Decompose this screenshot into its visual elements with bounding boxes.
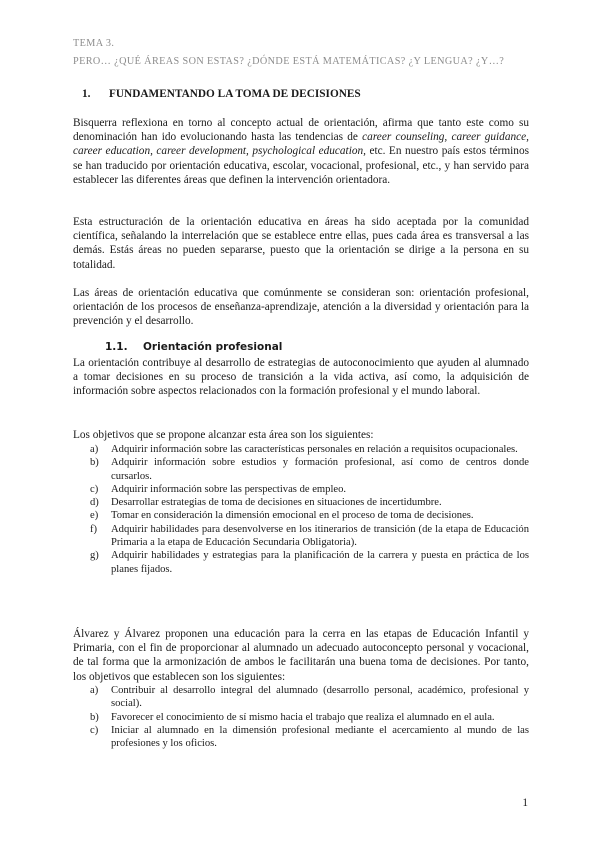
list-item-label: e) <box>90 510 99 522</box>
list-item-text: Contribuir al desarrollo integral del alumnado (desarrollo personal, académico, profesional y social). <box>111 685 529 710</box>
list-item-label: c) <box>90 724 99 736</box>
list-item-text: Tomar en consideración la dimensión emocional en el proceso de toma de decisiones. <box>111 510 474 522</box>
header-subtitle: PERO… ¿QUÉ ÁREAS SON ESTAS? ¿DÓNDE ESTÁ MATEMÁTICAS? ¿Y LENGUA? ¿Y…? <box>73 56 505 67</box>
list-item <box>73 724 529 751</box>
list-item-text: Favorecer el conocimiento de sí mismo hacia el trabajo que realiza el alumnado en el aula. <box>111 711 495 723</box>
list-item-text: Adquirir información sobre estudios y formación profesional, así como de centros donde cursarlos. <box>111 457 529 482</box>
list-item <box>73 523 529 550</box>
list-item-text: Adquirir información sobre las perspectivas de empleo. <box>111 483 347 495</box>
list-item <box>73 711 529 724</box>
list-item <box>73 483 529 496</box>
list-item-text: Adquirir habilidades y estrategias para la planificación de la carrera y puesta en práctica de los planes fijados. <box>111 550 529 575</box>
list-item <box>73 443 529 456</box>
objectives-list <box>73 443 529 576</box>
list-item-label: c) <box>90 483 99 495</box>
paragraph-alvarez: Álvarez y Álvarez proponen una educación para la cerra en las etapas de Educación Infantil y Primaria, con el fin de proporcionar al alumnado un adecuado autoconcepto personal y vocacional, de tal forma que la armonización de ambos le facilitarán una buena toma de decisiones. Por tanto, los objetivos que establecen son los siguientes: <box>73 628 529 683</box>
list-item <box>73 684 529 711</box>
list-item-text: Adquirir habilidades para desenvolverse en los itinerarios de transición (de la etapa de Educación Primaria a la etapa de Educación Secundaria Obligatoria). <box>111 523 529 549</box>
page-number: 1 <box>522 797 528 809</box>
list-item-label: a) <box>90 685 99 696</box>
list-item-text: Adquirir información sobre las características personales en relación a requisitos ocupacionales. <box>111 444 518 455</box>
subsection-heading <box>105 341 282 353</box>
section-title: FUNDAMENTANDO LA TOMA DE DECISIONES <box>109 88 361 100</box>
subsection-number: 1.1. <box>105 341 128 353</box>
list-item-text: Iniciar al alumnado en la dimensión profesional mediante el acercamiento al mundo de las profesiones y los oficios. <box>111 724 529 750</box>
paragraph-orientation: La orientación contribuye al desarrollo de estrategias de autoconocimiento que ayuden al alumnado a tomar decisiones en su proceso de transición a la vida activa, así como, la adquisición de información sobre aspectos relacionados con la formación profesional y el mundo laboral. <box>73 357 529 398</box>
paragraph-structure: Esta estructuración de la orientación educativa en áreas ha sido aceptada por la comunidad científica, señalando la interrelación que se establece entre ellas, pues cada área es transversal a las demás. Estás áreas no pueden separarse, puesto que la orientación se dirige a la persona en su totalidad. <box>73 216 529 271</box>
paragraph-objectives-intro: Los objetivos que se propone alcanzar esta área son los siguientes: <box>73 429 374 441</box>
paragraph-intro-italic: career counseling, career guidance, career education, career development, psychological education, <box>73 131 529 158</box>
list-item-label: f) <box>90 523 98 535</box>
list-item-label: d) <box>90 497 99 509</box>
list-item-label: g) <box>90 550 99 562</box>
list-item-label: a) <box>90 444 99 455</box>
list-item <box>73 496 529 509</box>
header-tema: TEMA 3. <box>73 38 115 49</box>
list-item-text: Desarrollar estrategias de toma de decisiones en situaciones de incertidumbre. <box>111 497 442 509</box>
subsection-title: Orientación profesional <box>143 341 283 353</box>
list-item-label: b) <box>90 711 99 723</box>
paragraph-intro-text-a: Bisquerra reflexiona en torno al concepto actual de orientación, afirma que tanto este como su denominación han ido evolucionando hasta las tendencias de <box>73 117 529 144</box>
list-item <box>73 509 529 522</box>
paragraph-intro-text-b: etc. En nuestro país estos términos se han traducido por orientación educativa, escolar, vocacional, profesional, etc., y han servido para establecer las diferentes áreas que definen la intervención orientadora. <box>73 145 529 186</box>
list-item <box>73 549 529 576</box>
section-number: 1. <box>82 88 91 100</box>
list-item-label: b) <box>90 457 99 469</box>
list-item <box>73 456 529 483</box>
objectives-list-2 <box>73 684 529 750</box>
paragraph-areas: Las áreas de orientación educativa que comúnmente se consideran son: orientación profesional, orientación de los procesos de enseñanza-aprendizaje, atención a la diversidad y orientación para la prevención y el desarrollo. <box>73 287 529 328</box>
paragraph-intro <box>73 116 529 187</box>
section-heading <box>82 88 361 100</box>
